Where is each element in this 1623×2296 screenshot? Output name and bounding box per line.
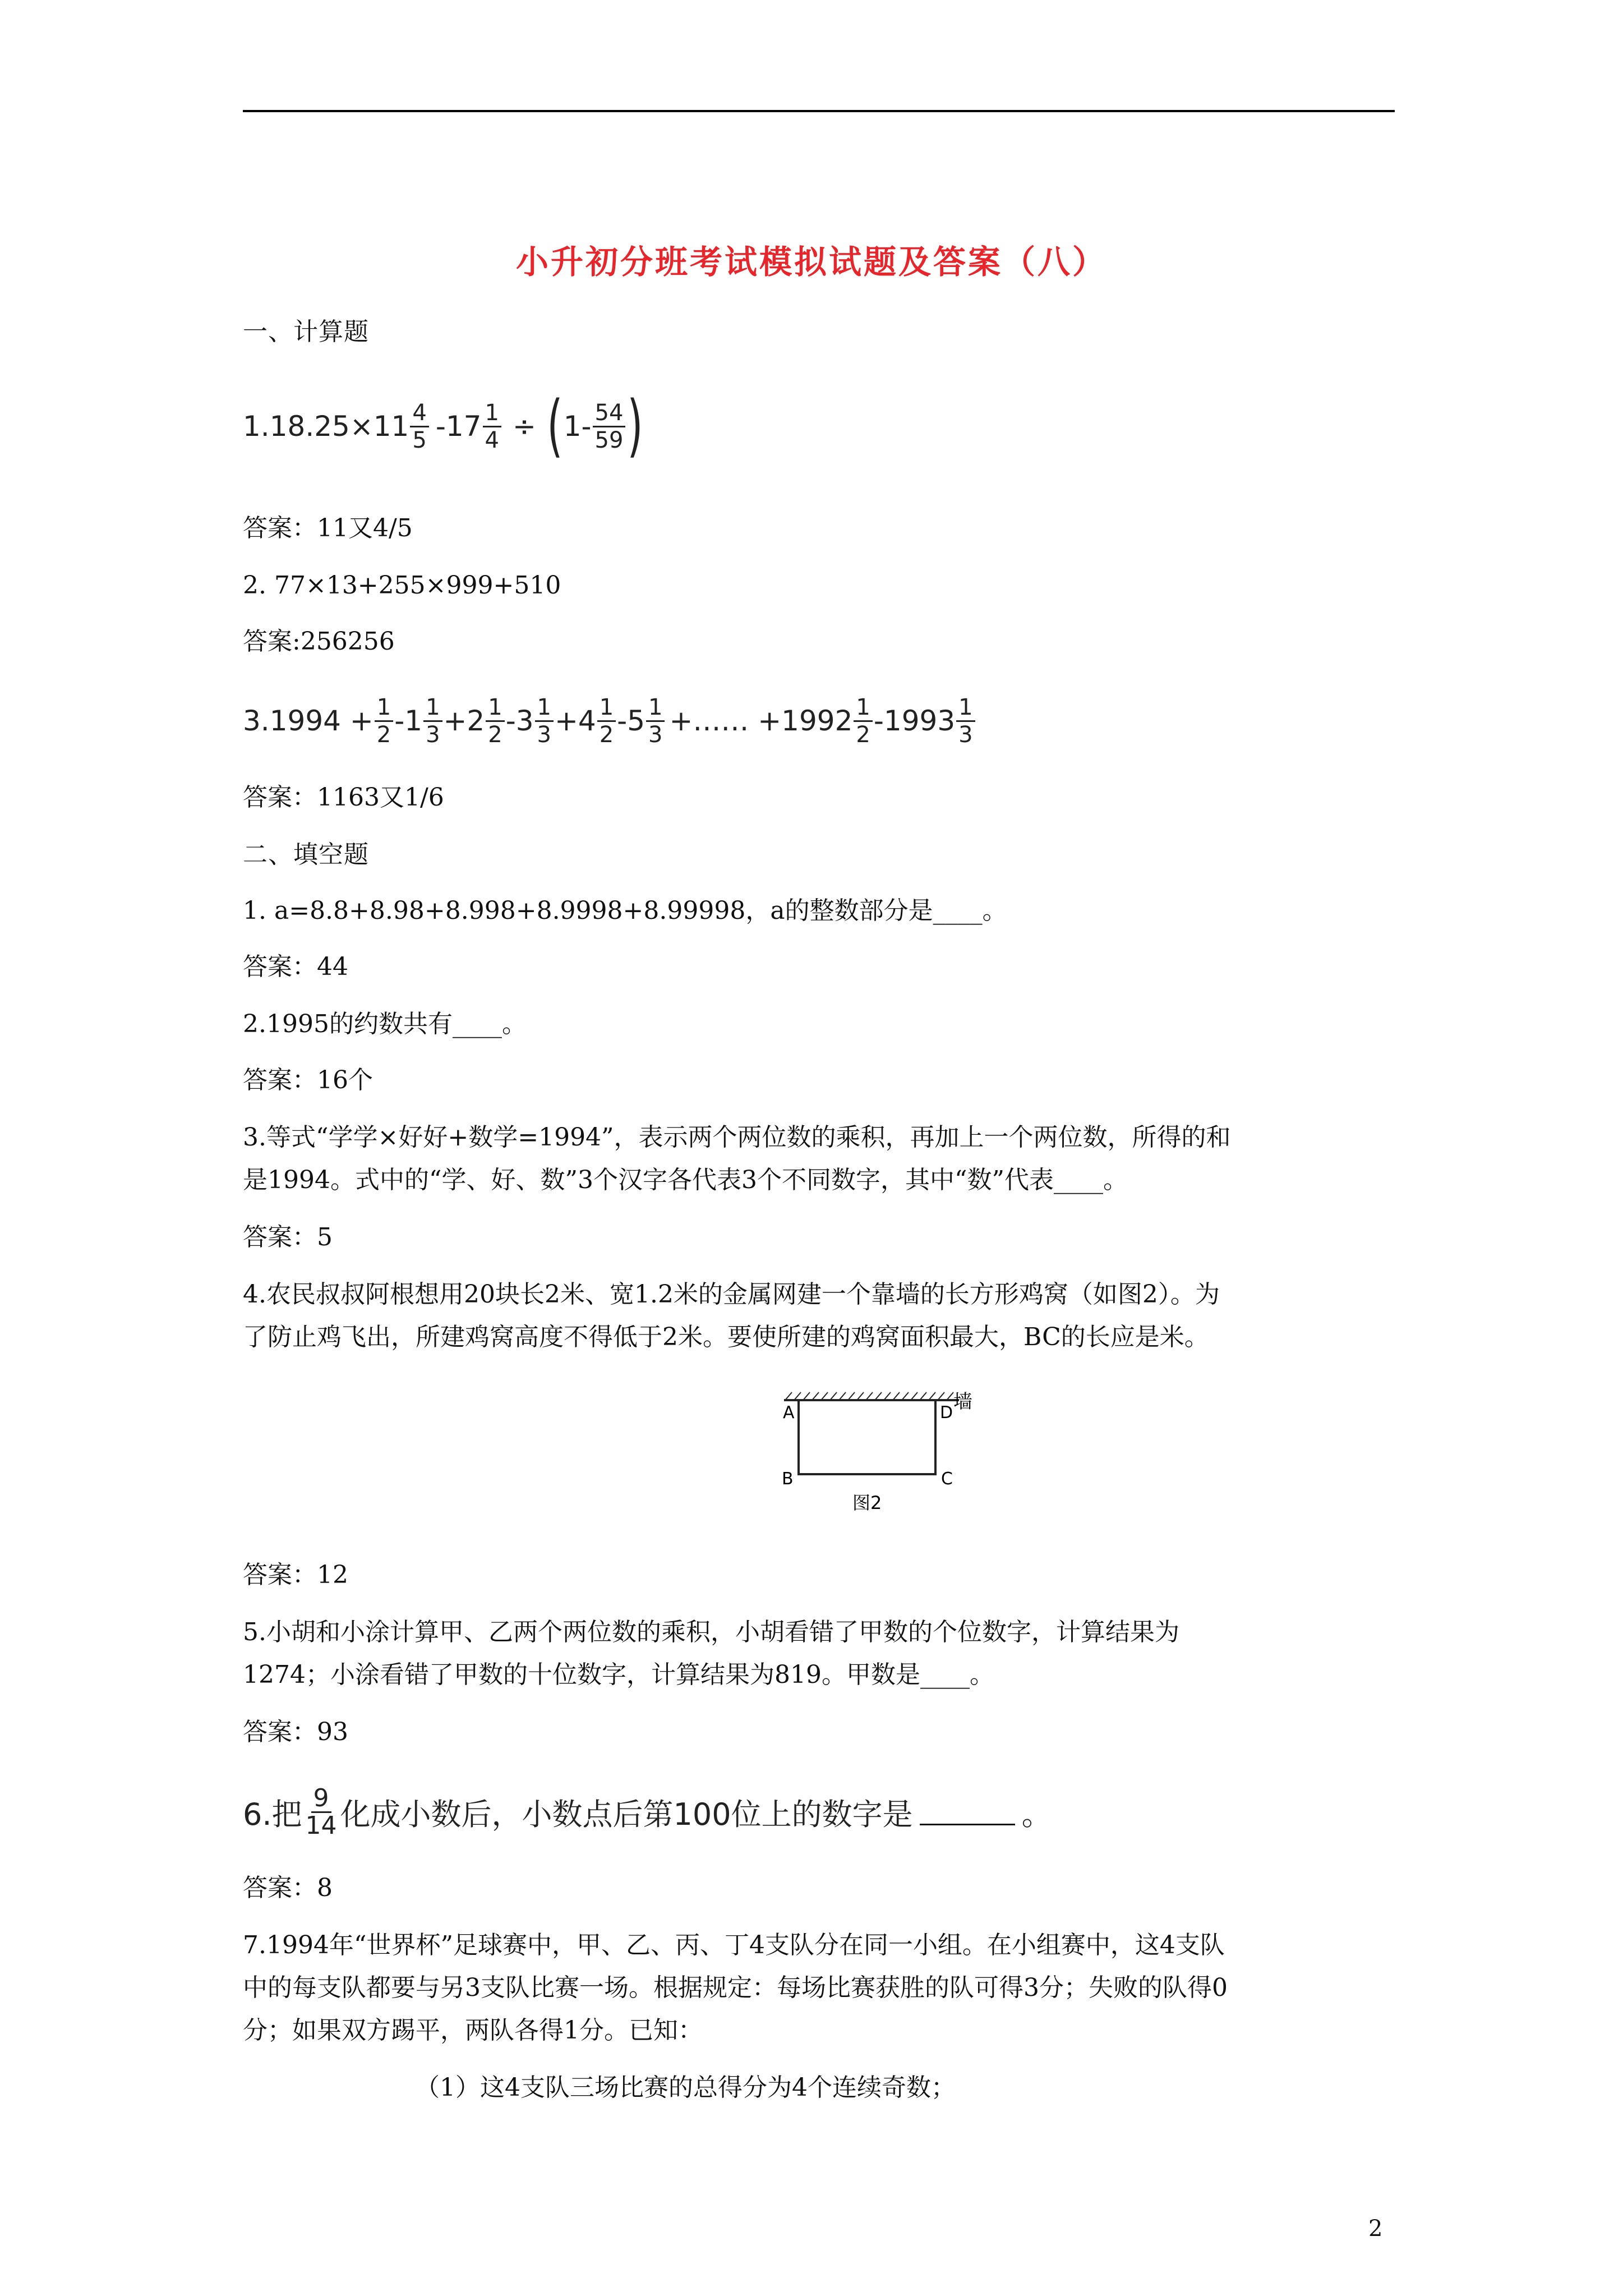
fill-q3-line2: 是1994。式中的“学、好、数”3个汉字各代表3个不同数字，其中“数”代表____。: [243, 1166, 1128, 1194]
header-rule: [243, 110, 1395, 112]
calc-q3-whole: +4: [555, 705, 596, 737]
label-b: B: [782, 1469, 794, 1489]
figure-caption: 图2: [852, 1492, 882, 1513]
fill-q7-condition-1: （1）这4支队三场比赛的总得分为4个连续奇数；: [415, 2073, 956, 2102]
section-header-fill: 二、填空题: [243, 840, 369, 869]
label-c: C: [941, 1469, 953, 1489]
calc-q3-whole: -3: [505, 705, 534, 737]
calc-q1-expression: [243, 387, 644, 466]
right-paren: ): [627, 387, 643, 465]
calc-q1-fraction-2: $\frac{1}{4}$: [483, 400, 501, 453]
calc-q1-answer: 答案：11又4/5: [243, 514, 413, 542]
calc-q1-div: ÷: [512, 410, 536, 443]
section-header-calc: 一、计算题: [243, 318, 369, 346]
fill-q6-question: [243, 1773, 1052, 1851]
fill-q5-line2: 1274；小涂看错了甲数的十位数字，计算结果为819。甲数是____。: [243, 1660, 994, 1689]
fill-q1-text: 1. a=8.8+8.98+8.998+8.9998+8.99998，a的整数部分是____。: [243, 896, 1007, 925]
fill-q2-text: 2.1995的约数共有____。: [243, 1010, 527, 1038]
fill-q1-answer: 答案：44: [243, 953, 348, 981]
calc-q3-term: $\frac{1}{3}$: [956, 694, 975, 748]
calc-q3-whole: -1: [394, 705, 423, 737]
calc-q3-term: $\frac{1}{2}$: [375, 694, 393, 748]
fill-q6-prefix: 6.把: [243, 1796, 302, 1832]
calc-q1-prefix: 1.18.25×11: [243, 410, 409, 443]
calc-q3-ellipsis: +…… +1992: [669, 705, 853, 737]
calc-q2-answer: 答案:256256: [243, 627, 395, 656]
fill-q3-line1: 3.等式“学学×好好+数学=1994”，表示两个两位数的乘积，再加上一个两位数，所得的和: [243, 1123, 1231, 1152]
figure-2-coop-diagram: [768, 1390, 1004, 1525]
fill-q6-blank: [920, 1799, 1015, 1825]
fill-q5-answer: 答案：93: [243, 1718, 348, 1746]
calc-q3-term: $\frac{1}{3}$: [535, 694, 554, 748]
fill-q6-suffix: 化成小数后，小数点后第100位上的数字是: [340, 1796, 913, 1832]
fill-q4-line1: 4.农民叔叔阿根想用20块长2米、宽1.2米的金属网建一个靠墙的长方形鸡窝（如图2）。为: [243, 1280, 1220, 1309]
fill-q7-line1: 7.1994年“世界杯”足球赛中，甲、乙、丙、丁4支队分在同一小组。在小组赛中，这4支队: [243, 1931, 1225, 1959]
fill-q3-answer: 答案：5: [243, 1223, 333, 1251]
fill-q4-line2: 了防止鸡飞出，所建鸡窝高度不得低于2米。要使所建的鸡窝面积最大，BC的长应是米。: [243, 1323, 1209, 1351]
calc-q3-term: $\frac{1}{3}$: [423, 694, 442, 748]
calc-q3-term: $\frac{1}{2}$: [486, 694, 504, 748]
fill-q6-answer: 答案：8: [243, 1874, 333, 1902]
calc-q3-expression: [243, 684, 976, 757]
left-paren: (: [547, 387, 563, 465]
calc-q1-fraction-3: $\frac{54}{59}$: [593, 400, 626, 453]
fill-q6-fraction: $\frac{9}{14}$: [305, 1783, 337, 1840]
calc-q1-fraction-1: $\frac{4}{5}$: [410, 400, 428, 453]
calc-q3-answer: 答案：1163又1/6: [243, 783, 444, 812]
calc-q3-whole: -1993: [873, 705, 956, 737]
calc-q2-text: 2. 77×13+255×999+510: [243, 571, 561, 600]
fill-q5-line1: 5.小胡和小涂计算甲、乙两个两位数的乘积，小胡看错了甲数的个位数字，计算结果为: [243, 1618, 1179, 1646]
calc-q3-whole: -5: [617, 705, 645, 737]
label-a: A: [783, 1403, 795, 1423]
fill-q7-line2: 中的每支队都要与另3支队比赛一场。根据规定：每场比赛获胜的队可得3分；失败的队得0: [243, 1973, 1228, 2002]
label-d: D: [940, 1403, 953, 1423]
page-number: 2: [1368, 2216, 1383, 2242]
fill-q2-answer: 答案：16个: [243, 1066, 373, 1094]
document-title: 小升初分班考试模拟试题及答案（八）: [515, 243, 1107, 281]
fill-q6-end: 。: [1021, 1796, 1052, 1832]
label-wall: 墙: [953, 1391, 972, 1413]
calc-q3-term: $\frac{1}{2}$: [597, 694, 616, 748]
fill-q7-line3: 分；如果双方踢平，两队各得1分。已知：: [243, 2016, 703, 2045]
calc-q3-prefix: 3.1994 +: [243, 705, 374, 737]
calc-q1-inner: 1-: [563, 410, 592, 443]
calc-q1-mid: -17: [435, 410, 482, 443]
calc-q3-term: $\frac{1}{3}$: [646, 694, 665, 748]
fill-q4-answer: 答案：12: [243, 1561, 348, 1589]
calc-q3-whole: +2: [443, 705, 485, 737]
calc-q3-term: $\frac{1}{2}$: [854, 694, 872, 748]
